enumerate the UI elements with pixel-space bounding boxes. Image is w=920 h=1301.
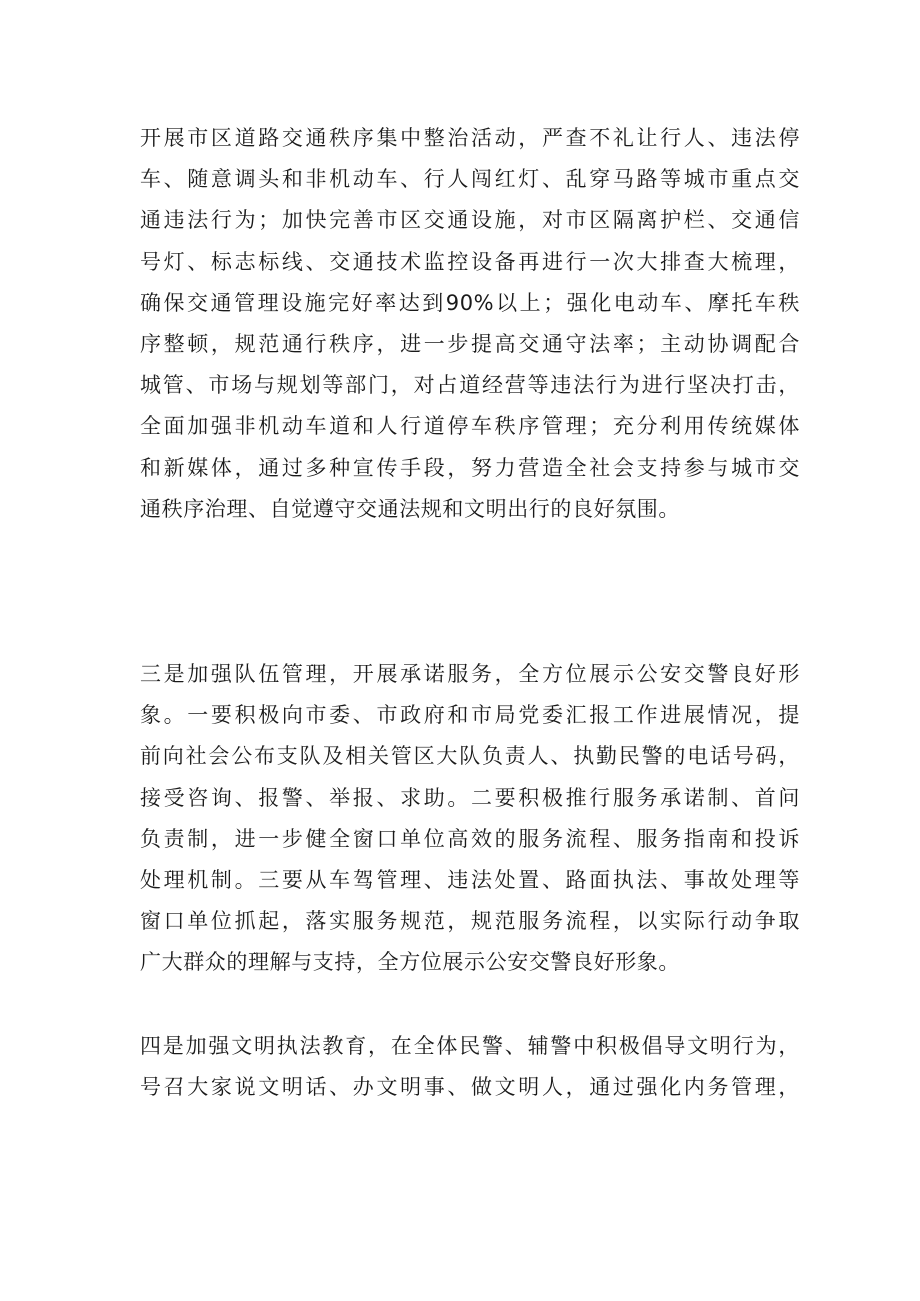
text-line: 象。一要积极向市委、市政府和市局党委汇报工作进展情况，提 bbox=[140, 703, 800, 728]
text-line: 确保交通管理设施完好率达到90%以上；强化电动车、摩托车秩 bbox=[140, 290, 800, 315]
text-line: 序整顿，规范通行秩序，进一步提高交通守法率；主动协调配合 bbox=[140, 331, 800, 356]
text-line: 窗口单位抓起，落实服务规范，规范服务流程，以实际行动争取 bbox=[140, 909, 800, 934]
text-line: 负责制，进一步健全窗口单位高效的服务流程、服务指南和投诉 bbox=[140, 826, 800, 851]
text-line: 和新媒体，通过多种宣传手段，努力营造全社会支持参与城市交 bbox=[140, 455, 800, 480]
text-line: 车、随意调头和非机动车、行人闯红灯、乱穿马路等城市重点交 bbox=[140, 167, 800, 192]
text-line: 城管、市场与规划等部门，对占道经营等违法行为进行坚决打击， bbox=[140, 373, 800, 398]
text-line: 全面加强非机动车道和人行道停车秩序管理；充分利用传统媒体 bbox=[140, 414, 800, 439]
text-line: 接受咨询、报警、举报、求助。二要积极推行服务承诺制、首问 bbox=[140, 785, 800, 810]
text-line: 广大群众的理解与支持，全方位展示公安交警良好形象。 bbox=[140, 950, 680, 975]
text-line: 号召大家说文明话、办文明事、做文明人，通过强化内务管理， bbox=[140, 1075, 800, 1100]
paragraph-traffic-order bbox=[140, 118, 800, 530]
text-line: 开展市区道路交通秩序集中整治活动，严查不礼让行人、违法停 bbox=[140, 126, 800, 150]
text-line: 处理机制。三要从车驾管理、违法处置、路面执法、事故处理等 bbox=[140, 867, 800, 892]
text-line: 四是加强文明执法教育，在全体民警、辅警中积极倡导文明行为， bbox=[140, 1034, 800, 1058]
text-line: 通秩序治理、自觉遵守交通法规和文明出行的良好氛围。 bbox=[140, 496, 680, 521]
text-line: 三是加强队伍管理，开展承诺服务，全方位展示公安交警良好形 bbox=[140, 662, 800, 686]
text-line: 通违法行为；加快完善市区交通设施，对市区隔离护栏、交通信 bbox=[140, 208, 800, 233]
paragraph-team-management bbox=[140, 654, 800, 984]
text-line: 前向社会公布支队及相关管区大队负责人、执勤民警的电话号码， bbox=[140, 744, 800, 769]
paragraph-civilized-enforcement bbox=[140, 1026, 800, 1108]
text-line: 号灯、标志标线、交通技术监控设备再进行一次大排查大梳理， bbox=[140, 249, 800, 274]
